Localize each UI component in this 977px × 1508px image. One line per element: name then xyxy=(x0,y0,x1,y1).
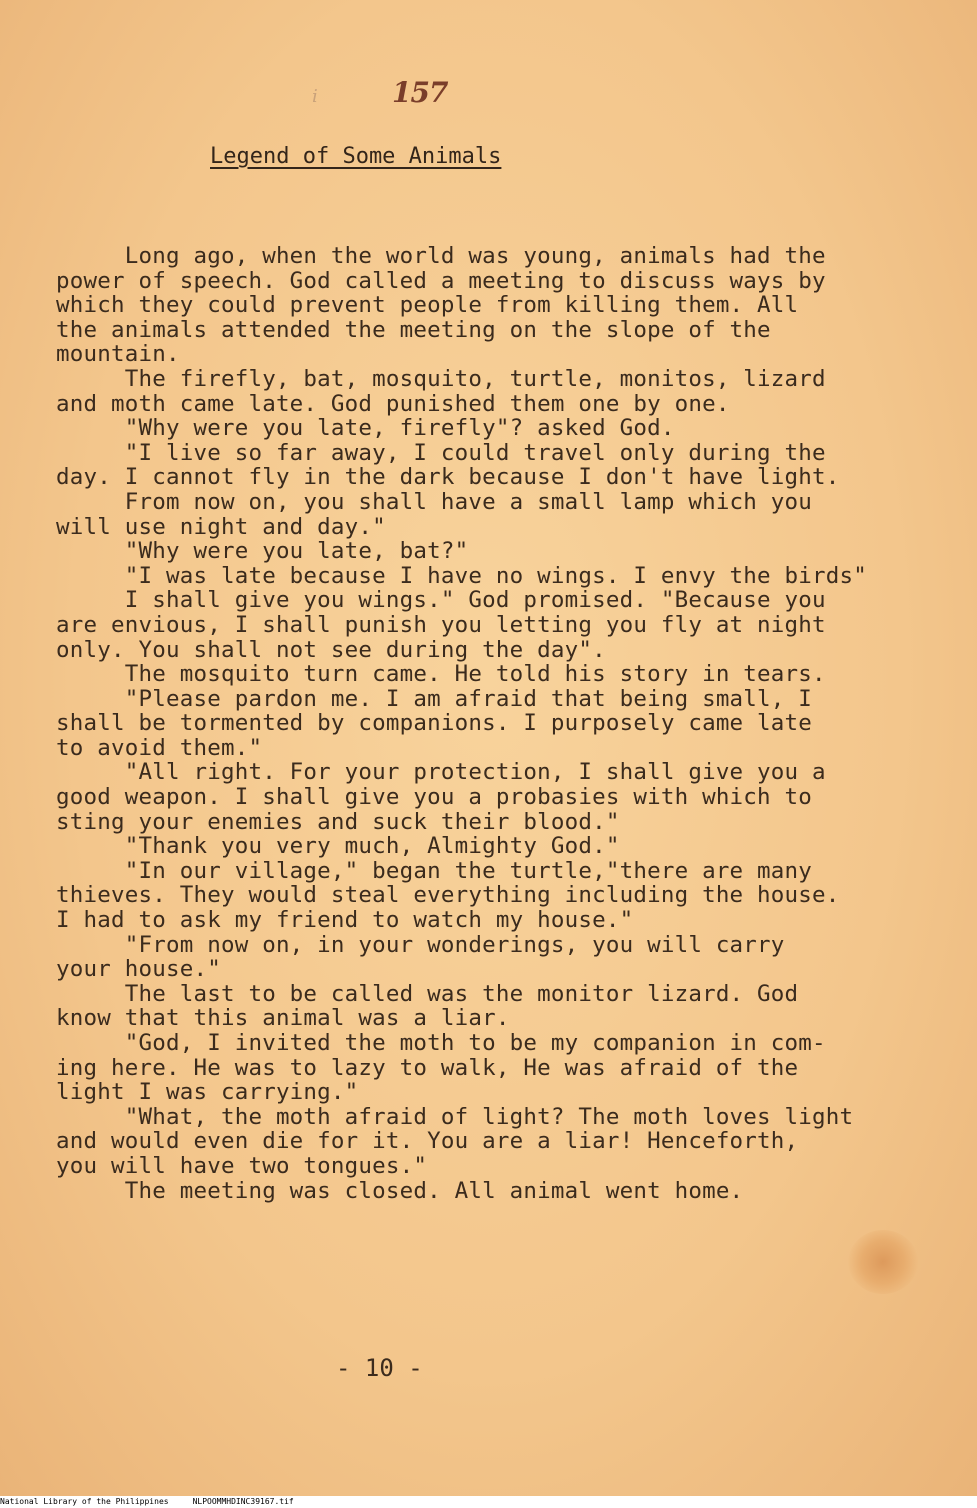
text-line: The last to be called was the monitor lizard. God xyxy=(56,980,799,1007)
text-line: "In our village," began the turtle,"there are many xyxy=(56,857,813,884)
text-line: shall be tormented by companions. I purposely came late xyxy=(56,710,813,737)
text-line: are envious, I shall punish you letting you fly at night xyxy=(56,611,826,638)
text-line: I shall give you wings." God promised. "Because you xyxy=(56,587,826,614)
text-line: "God, I invited the moth to be my companion in com- xyxy=(56,1030,826,1056)
text-line: "All right. For your protection, I shall give you a xyxy=(56,759,826,786)
text-line: From now on, you shall have a small lamp which you xyxy=(56,488,813,515)
text-line: which they could prevent people from killing them. All xyxy=(56,292,799,319)
text-line: you will have two tongues." xyxy=(56,1152,428,1179)
text-line: know that this animal was a liar. xyxy=(56,1005,510,1032)
page-title: Legend of Some Animals xyxy=(210,144,502,169)
footer-library: National Library of the Philippines xyxy=(0,1497,169,1506)
text-line: The mosquito turn came. He told his story in tears. xyxy=(56,661,826,688)
text-line: and moth came late. God punished them one by one. xyxy=(56,390,730,417)
page-number: - 10 - xyxy=(336,1354,423,1382)
text-line: The firefly, bat, mosquito, turtle, monitos, lizard xyxy=(56,365,826,392)
text-line: the animals attended the meeting on the slope of the xyxy=(56,316,771,343)
text-line: "Thank you very much, Almighty God." xyxy=(56,833,620,860)
text-line: "From now on, in your wonderings, you will carry xyxy=(56,931,785,958)
text-line: The meeting was closed. All animal went home. xyxy=(56,1177,744,1204)
text-line: "Please pardon me. I am afraid that being small, I xyxy=(56,685,813,712)
text-line: your house." xyxy=(56,956,221,983)
handwritten-folio-number: 157 xyxy=(392,76,448,109)
text-line: mountain. xyxy=(56,341,180,368)
text-line: only. You shall not see during the day". xyxy=(56,636,606,663)
text-line: "I was late because I have no wings. I envy the birds" xyxy=(56,562,868,589)
text-line: day. I cannot fly in the dark because I don't have light. xyxy=(56,464,840,491)
text-line: will use night and day." xyxy=(56,513,386,540)
text-line: and would even die for it. You are a liar! Henceforth, xyxy=(56,1128,799,1155)
faint-pencil-mark: i xyxy=(312,86,318,107)
text-line: power of speech. God called a meeting to discuss ways by xyxy=(56,267,826,294)
paper-stain xyxy=(848,1230,918,1294)
text-line: "What, the moth afraid of light? The moth loves light xyxy=(56,1103,854,1130)
scan-footer xyxy=(0,1497,294,1507)
text-line: good weapon. I shall give you a probasies with which to xyxy=(56,784,813,811)
text-line: "Why were you late, firefly"? asked God. xyxy=(56,415,675,442)
text-line: I had to ask my friend to watch my house." xyxy=(56,907,634,934)
footer-filename: NLPOOMMHDINC39167.tif xyxy=(192,1497,294,1506)
text-line: "I live so far away, I could travel only during the xyxy=(56,439,826,466)
text-line: sting your enemies and suck their blood." xyxy=(56,808,620,835)
text-line: light I was carrying." xyxy=(56,1079,359,1106)
text-line: "Why were you late, bat?" xyxy=(56,538,469,565)
text-line: thieves. They would steal everything including the house. xyxy=(56,882,840,909)
text-line: to avoid them." xyxy=(56,734,263,761)
text-line: ing here. He was to lazy to walk, He was afraid of the xyxy=(56,1054,799,1081)
legend-body-text xyxy=(56,244,926,1203)
text-line: Long ago, when the world was young, animals had the xyxy=(56,243,826,269)
